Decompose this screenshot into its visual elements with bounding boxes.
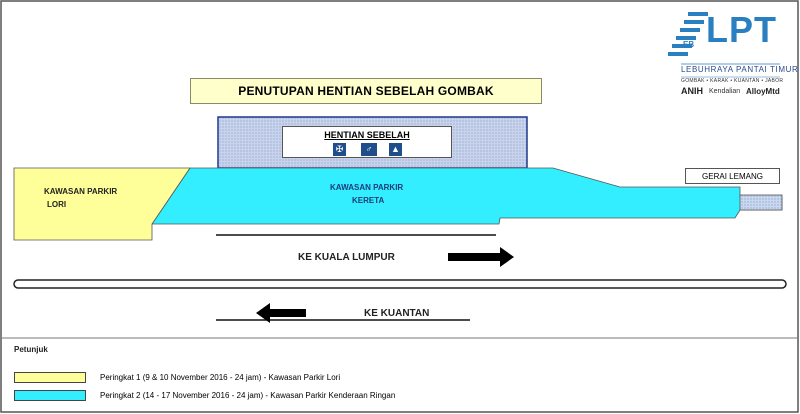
logo-operator-mid: Kendalian	[709, 88, 741, 95]
legend-item-2: Peringkat 2 (14 - 17 November 2016 - 24 jam) - Kawasan Parkir Kenderaan Ringan	[100, 391, 396, 400]
food-icon: ✠	[333, 143, 346, 156]
prayer-icon: ▲	[389, 143, 402, 156]
direction-kuantan: KE KUANTAN	[364, 308, 430, 319]
logo-route: GOMBAK • KARAK • KUANTAN • JABOR	[681, 78, 784, 84]
gerai-lemang-block	[740, 195, 782, 210]
lorry-zone-label-line2: LORI	[47, 200, 67, 209]
lorry-parking-zone	[14, 168, 190, 240]
car-zone-label-line1: KAWASAN PARKIR	[330, 183, 404, 192]
road-median	[14, 280, 786, 288]
legend-swatch-kereta	[14, 390, 86, 401]
lorry-zone-label-line1: KAWASAN PARKIR	[44, 187, 118, 196]
logo-operator-left: ANIH	[681, 86, 703, 96]
gerai-lemang-label: GERAI LEMANG	[685, 168, 780, 184]
logo-operator-right: AlloyMtd	[746, 87, 780, 96]
legend-title: Petunjuk	[14, 345, 48, 354]
legend-item-1: Peringkat 1 (9 & 10 November 2016 - 24 jam) - Kawasan Parkir Lori	[100, 373, 341, 382]
toilet-icon: ♂	[361, 143, 377, 156]
lpt-logo-text: LPT	[706, 9, 777, 50]
station-title: HENTIAN SEBELAH	[324, 130, 410, 140]
page-title: PENUTUPAN HENTIAN SEBELAH GOMBAK	[190, 78, 542, 104]
legend-swatch-lori	[14, 372, 86, 383]
lpt-logo-prefix: EB	[683, 40, 695, 49]
direction-kuala-lumpur: KE KUALA LUMPUR	[298, 252, 395, 263]
lpt-logo-mark	[668, 12, 708, 56]
arrow-right-icon	[448, 247, 514, 267]
car-zone-label-line2: KERETA	[352, 196, 385, 205]
logo-tagline: LEBUHRAYA PANTAI TIMUR	[681, 65, 799, 74]
